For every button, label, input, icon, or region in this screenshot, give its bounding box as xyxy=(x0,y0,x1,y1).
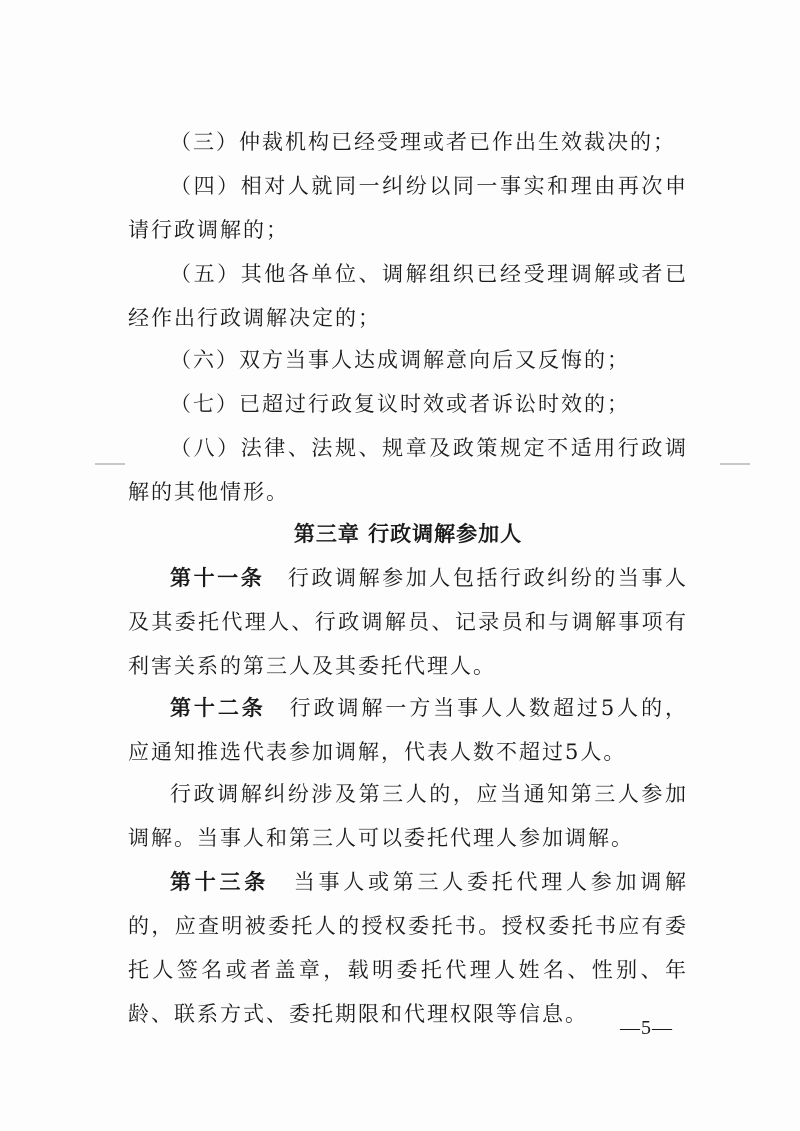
article-text: 行政调解纠纷涉及第三人的，应当通知第三人参加调解。当事人和第三人可以委托代理人参加调解。 xyxy=(128,782,688,850)
article-text: 行政调解一方当事人人数超过5人的，应通知推选代表参加调解，代表人数不超过5人。 xyxy=(128,696,689,764)
article-12 xyxy=(128,686,688,774)
article-text: 当事人或第三人委托代理人参加调解的，应查明被委托人的授权委托书。授权委托书应有委托人签名或者盖章，载明委托代理人姓名、性别、年龄、联系方式、委托期限和代理权限等信息。 xyxy=(128,870,688,1026)
paragraph-item-6: （六）双方当事人达成调解意向后又反悔的； xyxy=(170,348,630,372)
scan-artifact-left xyxy=(95,463,125,465)
paragraph-item-5: （五）其他各单位、调解组织已经受理调解或者已经作出行政调解决定的； xyxy=(128,262,688,330)
article-11 xyxy=(128,556,688,688)
article-text: 行政调解参加人包括行政纠纷的当事人及其委托代理人、行政调解员、记录员和与调解事项有利害关系的第三人及其委托代理人。 xyxy=(128,566,689,678)
article-12-paragraph-2 xyxy=(128,772,688,860)
paragraph-item-7: （七）已超过行政复议时效或者诉讼时效的； xyxy=(170,392,630,416)
page-number: —5— xyxy=(620,1017,673,1039)
paragraph-item-3: （三）仲裁机构已经受理或者已作出生效裁决的； xyxy=(170,130,676,154)
article-label: 第十一条 xyxy=(170,566,265,590)
paragraph-item-8: （八）法律、法规、规章及政策规定不适用行政调解的其他情形。 xyxy=(128,436,688,504)
article-label: 第十三条 xyxy=(170,870,269,894)
scan-artifact-right xyxy=(720,463,750,465)
article-13 xyxy=(128,860,688,1036)
article-label: 第十二条 xyxy=(170,696,266,720)
chapter-title: 第三章 行政调解参加人 xyxy=(293,522,523,546)
paragraph-item-4: （四）相对人就同一纠纷以同一事实和理由再次申请行政调解的； xyxy=(128,174,688,242)
